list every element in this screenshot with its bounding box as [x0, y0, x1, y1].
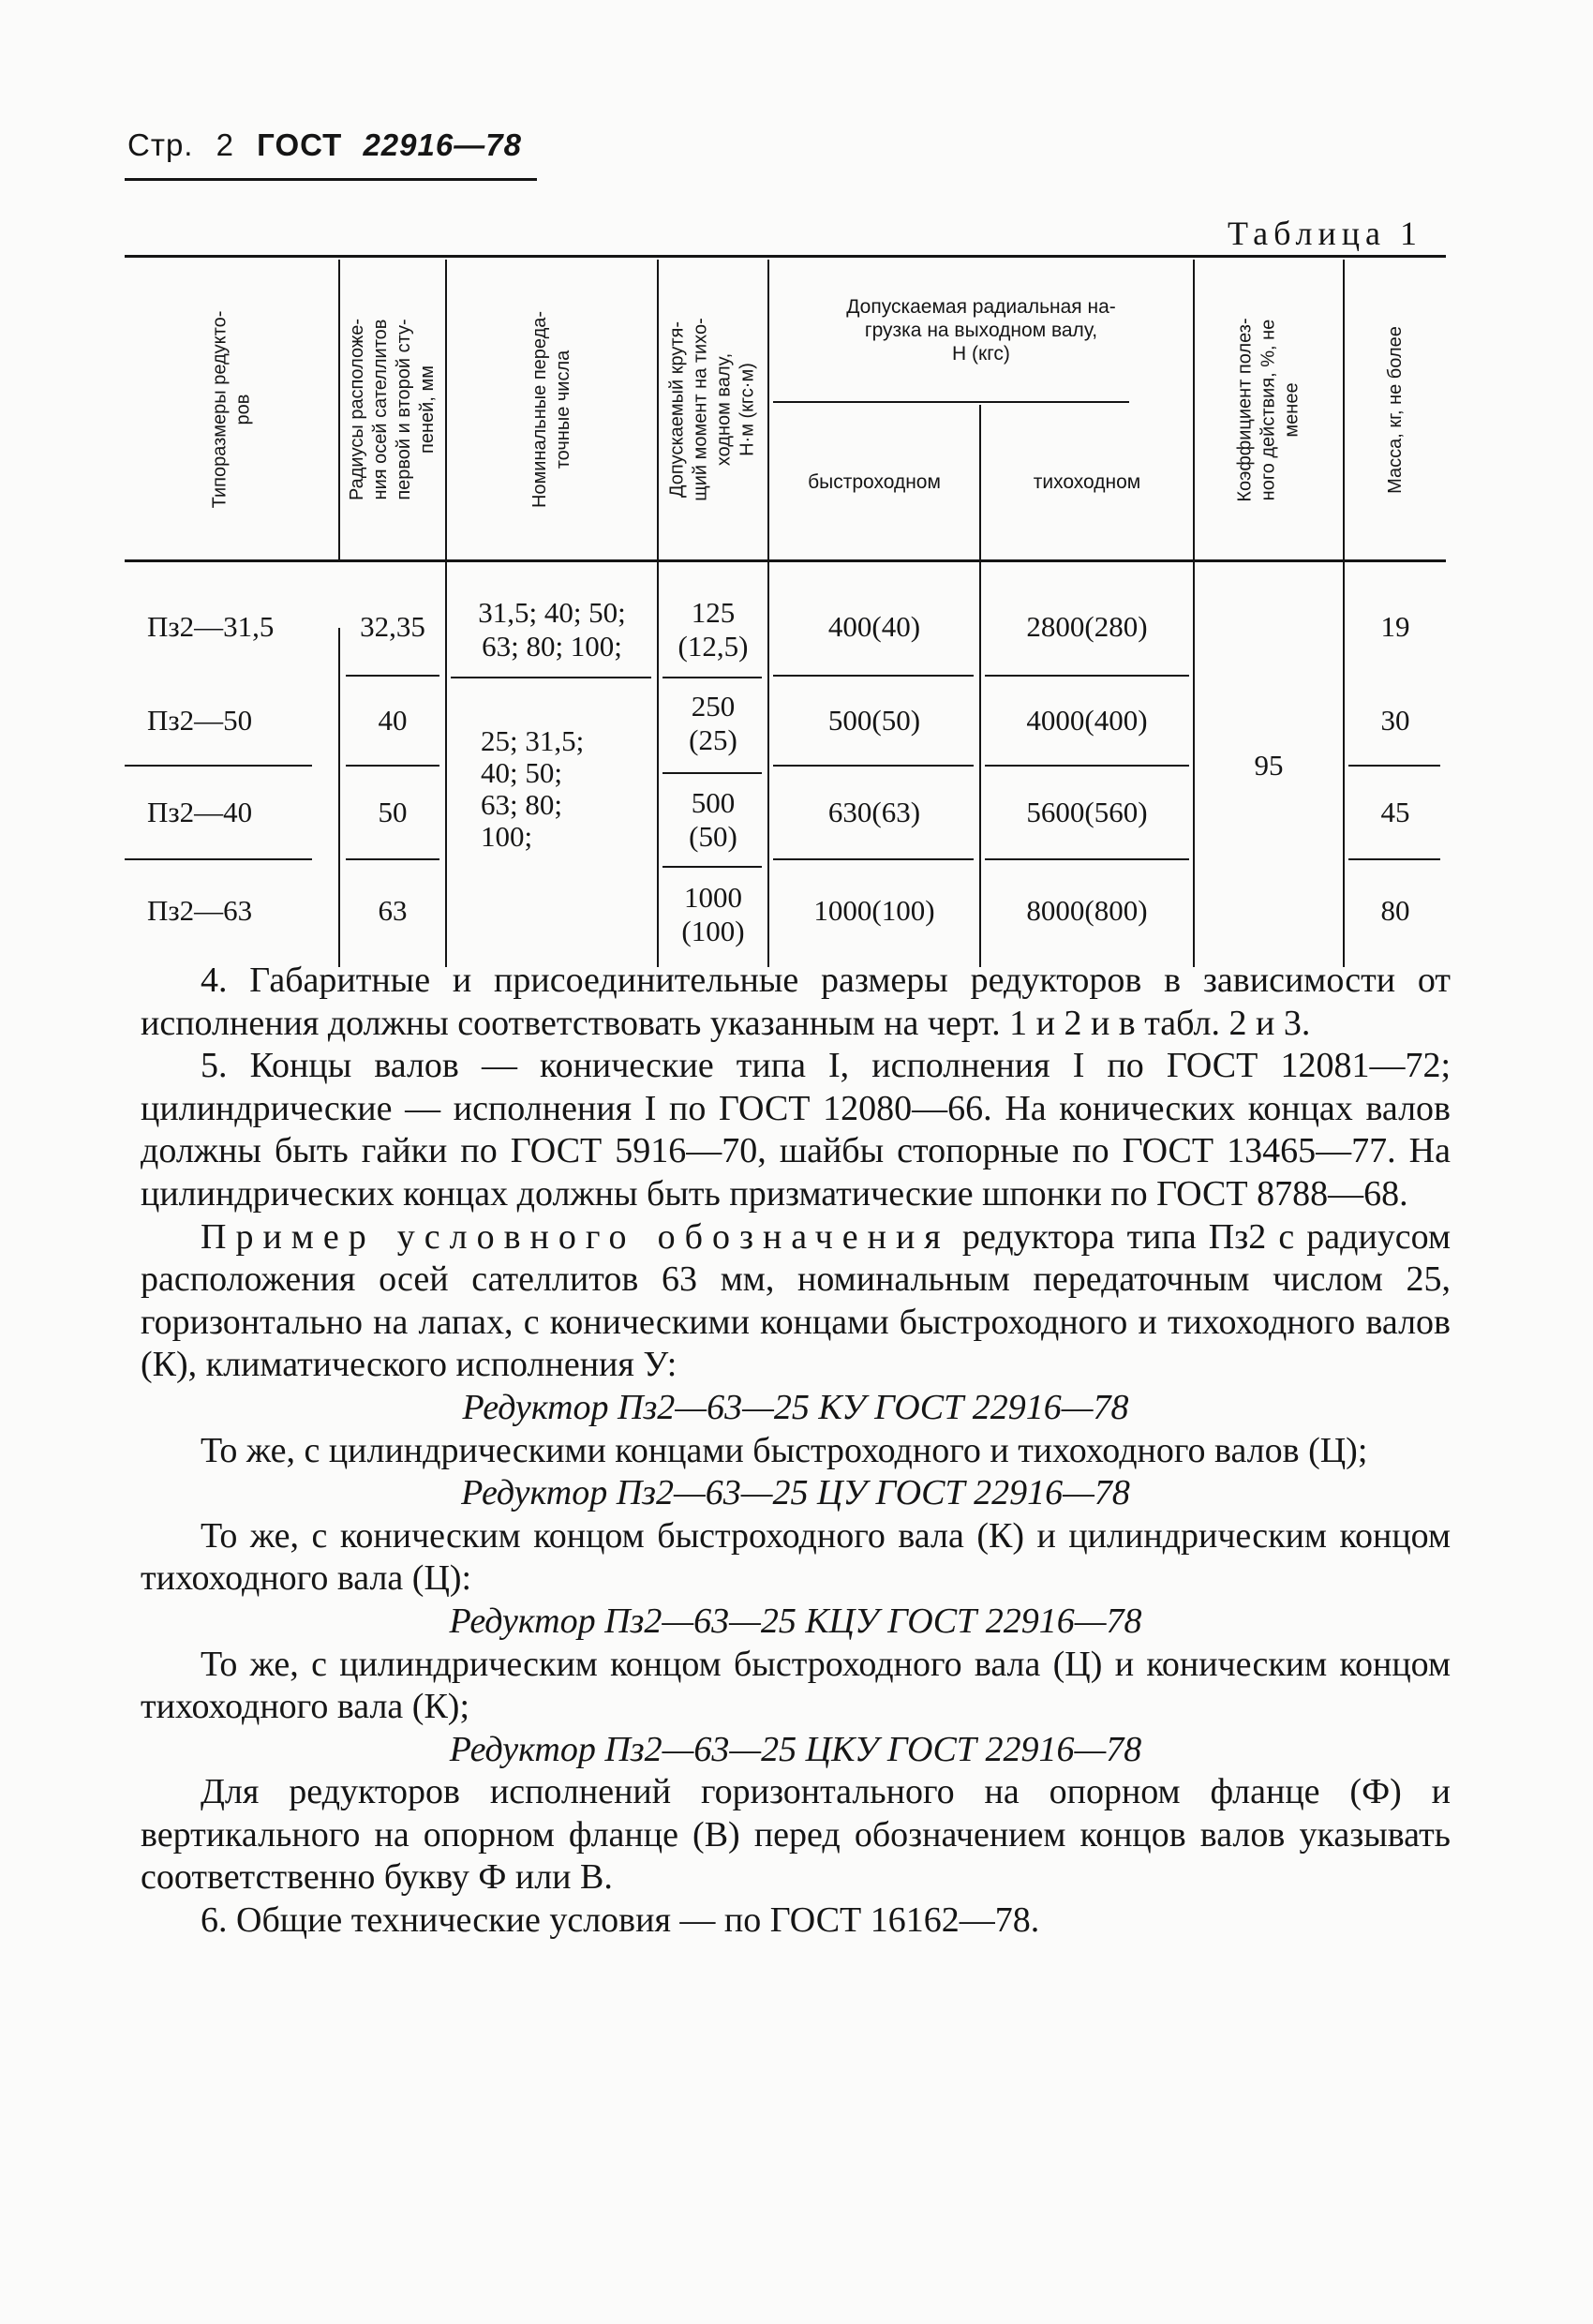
table-cell-torque: 125 (12,5) [677, 596, 749, 663]
header-type-text: Типоразмеры редукто- ров [208, 310, 253, 509]
header-ratio-text: Номинальные переда- точные числа [529, 310, 573, 509]
paragraph-4: 4. Габаритные и присоединительные размеры редукторов в зависимости от исполнения должны соответствовать указанным на черт. 1 и 2 и в табл. 2 и 3. [141, 961, 1451, 1043]
table-cell-radius: 63 [378, 894, 408, 927]
row-sep [125, 765, 312, 767]
table-cell-slow: 8000(800) [1026, 894, 1148, 927]
designation-4: Редуктор Пз2—63—25 ЦКУ ГОСТ 22916—78 [449, 1729, 1142, 1769]
row-sep [985, 675, 1189, 677]
header-mass-text: Масса, кг, не более [1384, 325, 1406, 494]
header-radius [340, 260, 445, 559]
table-cell-fast: 400(40) [827, 610, 921, 643]
page-number: 2 [216, 127, 234, 162]
paragraph-5: 5. Концы валов — конические типа I, исполнения I по ГОСТ 12081—72; цилиндрические — исполнения I по ГОСТ 12080—66. На конических концах валов должны быть гайки по ГОСТ 5916—70, шайбы стопорные по ГОСТ 13465—77. На цилиндрических концах должны быть призматические шпонки по ГОСТ 8788—68. [141, 1046, 1451, 1214]
header-slow-text: тихоходном [1033, 471, 1141, 493]
table-cell-slow: 2800(280) [1026, 610, 1148, 643]
row-sep [773, 858, 974, 860]
header-bottom-rule [125, 559, 1446, 562]
same-3: То же, с цилиндрическим концом быстроходного вала (Ц) и коническим концом тихоходного вала (К); [141, 1644, 1451, 1727]
header-mass [1345, 260, 1446, 559]
table-cell-ratio-merged: 25; 31,5; 40; 50; 63; 80; 100; [481, 724, 585, 853]
header-radial [769, 260, 1193, 400]
header-fast [769, 405, 979, 559]
table-cell-mass: 45 [1380, 796, 1410, 828]
table-cell-type: Пз2—31,5 [147, 610, 275, 643]
header-efficiency-text: Коэффициент полез- ного действия, %, не менее [1234, 317, 1303, 502]
header-fast-text: быстроходном [808, 471, 941, 493]
row-sep [346, 675, 439, 677]
header-torque-text: Допускаемый крутя- щий момент на тихо- ходном валу, Н·м (кгс·м) [667, 318, 759, 501]
table-cell-radius: 50 [378, 796, 408, 828]
table-cell-type: Пз2—50 [147, 704, 253, 737]
designation-2: Редуктор Пз2—63—25 ЦУ ГОСТ 22916—78 [461, 1473, 1130, 1513]
table-cell-torque: 250 (25) [689, 690, 737, 756]
row-sep [773, 765, 974, 767]
table-cell-mass: 30 [1380, 704, 1410, 737]
paragraph-6: 6. Общие технические условия — по ГОСТ 16162—78. [201, 1900, 1040, 1941]
header-slow [981, 405, 1193, 559]
row-sep [985, 858, 1189, 860]
table-cell-radius: 40 [378, 704, 408, 737]
table-label: Таблица 1 [1228, 215, 1422, 252]
header-radial-text: Допускаемая радиальная на- грузка на выходном валу, Н (кгс) [846, 295, 1116, 365]
example-rest: редуктора типа Пз2 с радиусом расположения осей сателлитов 63 мм, номинальным передаточным числом 25, горизонтально на лапах, с коническими концами быстроходного и тихоходного валов (К), климатического исполнения У: [141, 1216, 1451, 1385]
row-sep [125, 858, 312, 860]
table-cell-slow: 5600(560) [1026, 796, 1148, 828]
header-efficiency [1195, 260, 1343, 559]
header-rule [125, 178, 537, 181]
table-cell-torque: 500 (50) [689, 786, 737, 853]
row-sep [346, 765, 439, 767]
torque-underline [663, 772, 762, 774]
body-text [141, 960, 1451, 1943]
paragraph-flange: Для редукторов исполнений горизонтального на опорном фланце (Ф) и вертикального на опорном фланце (В) перед обозначением концов валов указывать соответственно букву Ф или В. [141, 1772, 1451, 1898]
table-cell-radius: 32,35 [360, 610, 425, 643]
table-cell-fast: 630(63) [827, 796, 921, 828]
table-cell-slow: 4000(400) [1026, 704, 1148, 737]
table-top-rule [125, 255, 1446, 258]
ratio-underline [451, 677, 651, 678]
table-cell-torque: 1000 (100) [681, 881, 745, 947]
header-ratio [447, 260, 657, 559]
row-sep [346, 858, 439, 860]
table-cell-type: Пз2—40 [147, 796, 253, 828]
page-label: Стр. [127, 127, 194, 162]
example-paragraph [141, 1216, 1451, 1387]
radial-subheader-rule [773, 401, 1129, 403]
row-sep [1348, 858, 1440, 860]
designation-1: Редуктор Пз2—63—25 КУ ГОСТ 22916—78 [462, 1387, 1129, 1427]
example-lead: Пример условного обозначения [201, 1216, 950, 1257]
table-cell-ratio: 31,5; 40; 50; 63; 80; 100; [478, 596, 626, 663]
row-sep [985, 765, 1189, 767]
header-torque [659, 260, 767, 559]
page-header [127, 127, 522, 163]
header-type [125, 260, 338, 559]
designation-3: Редуктор Пз2—63—25 КЦУ ГОСТ 22916—78 [449, 1601, 1142, 1641]
table-cell-efficiency: 95 [1254, 749, 1284, 782]
table-cell-type: Пз2—63 [147, 894, 253, 927]
header-radius-text: Радиусы расположе- ния осей сателлитов первой и второй сту- пеней, мм [347, 318, 438, 501]
table-cell-mass: 80 [1380, 894, 1410, 927]
row-sep [773, 675, 974, 677]
same-2: То же, с коническим концом быстроходного вала (К) и цилиндрическим концом тихоходного вала (Ц): [141, 1515, 1451, 1599]
document-number: 22916—78 [363, 127, 522, 162]
table-cell-fast: 1000(100) [813, 894, 935, 927]
table-cell-mass: 19 [1380, 610, 1410, 643]
table-1 [125, 255, 1446, 967]
row-sep [1348, 765, 1440, 767]
same-1: То же, с цилиндрическими концами быстроходного и тихоходного валов (Ц); [201, 1430, 1368, 1470]
gost-label: ГОСТ [257, 127, 343, 162]
table-cell-fast: 500(50) [827, 704, 921, 737]
